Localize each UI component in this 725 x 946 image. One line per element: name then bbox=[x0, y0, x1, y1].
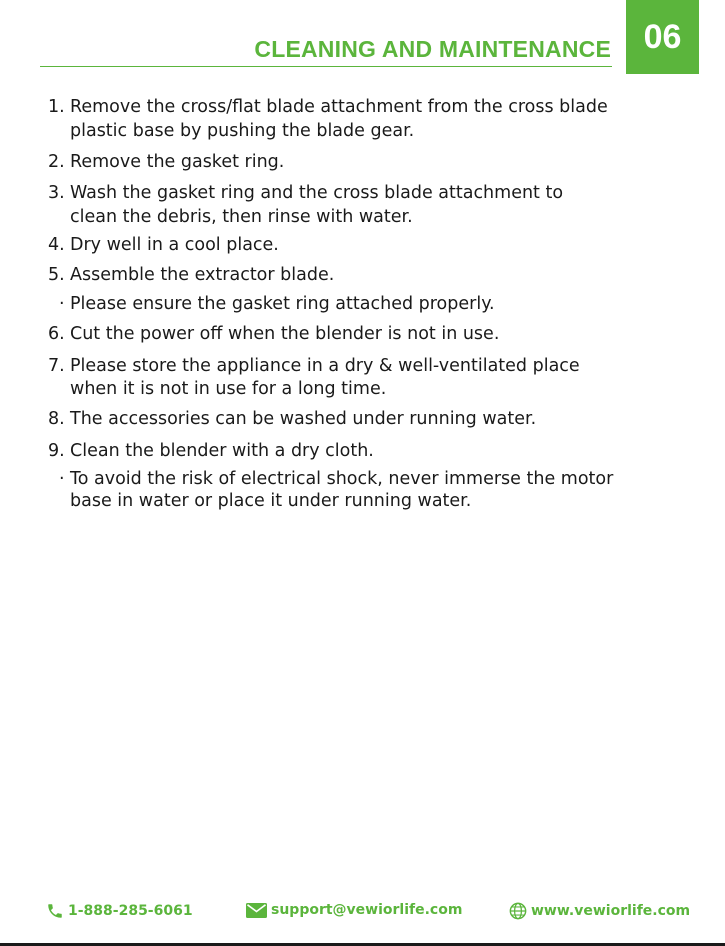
globe-icon bbox=[509, 902, 527, 920]
note-line: Please ensure the gasket ring attached properly. bbox=[70, 294, 495, 314]
step-line: The accessories can be washed under running water. bbox=[70, 409, 537, 429]
step-line: Clean the blender with a dry cloth. bbox=[70, 441, 374, 461]
step-line: Assemble the extractor blade. bbox=[70, 265, 335, 285]
website-contact[interactable] bbox=[509, 902, 690, 920]
step-line: Dry well in a cool place. bbox=[70, 235, 279, 255]
phone-contact[interactable] bbox=[46, 902, 193, 920]
contact-footer bbox=[0, 898, 725, 924]
step-line: Cut the power off when the blender is not in use. bbox=[70, 324, 500, 344]
step-marker: 7. bbox=[48, 356, 65, 376]
step-line: Wash the gasket ring and the cross blade attachment to bbox=[70, 183, 564, 203]
warning-line: To avoid the risk of electrical shock, never immerse the motor bbox=[70, 469, 614, 489]
step-marker: 1. bbox=[48, 97, 65, 117]
step-line: Remove the gasket ring. bbox=[70, 152, 285, 172]
header-divider bbox=[40, 66, 612, 67]
step-line: plastic base by pushing the blade gear. bbox=[70, 121, 415, 141]
note-bullet: · bbox=[59, 294, 65, 314]
page-title: CLEANING AND MAINTENANCE bbox=[254, 36, 611, 62]
email-address: support@vewiorlife.com bbox=[271, 902, 463, 918]
step-marker: 6. bbox=[48, 324, 65, 344]
note-bullet: · bbox=[59, 469, 65, 489]
phone-icon bbox=[46, 902, 64, 920]
step-marker: 5. bbox=[48, 265, 65, 285]
envelope-icon bbox=[246, 903, 267, 918]
website-url: www.vewiorlife.com bbox=[531, 903, 691, 919]
step-line: Remove the cross/flat blade attachment from the cross blade bbox=[70, 97, 608, 117]
email-contact[interactable] bbox=[246, 902, 462, 918]
step-marker: 8. bbox=[48, 409, 65, 429]
warning-line: base in water or place it under running water. bbox=[70, 491, 472, 511]
phone-number: 1-888-285-6061 bbox=[68, 903, 193, 919]
page-number-tab bbox=[626, 0, 699, 74]
step-marker: 9. bbox=[48, 441, 65, 461]
step-line: Please store the appliance in a dry & well-ventilated place bbox=[70, 356, 580, 376]
step-marker: 2. bbox=[48, 152, 65, 172]
step-marker: 3. bbox=[48, 183, 65, 203]
page-number: 06 bbox=[643, 17, 682, 56]
step-marker: 4. bbox=[48, 235, 65, 255]
step-line: clean the debris, then rinse with water. bbox=[70, 207, 413, 227]
step-line: when it is not in use for a long time. bbox=[70, 379, 387, 399]
